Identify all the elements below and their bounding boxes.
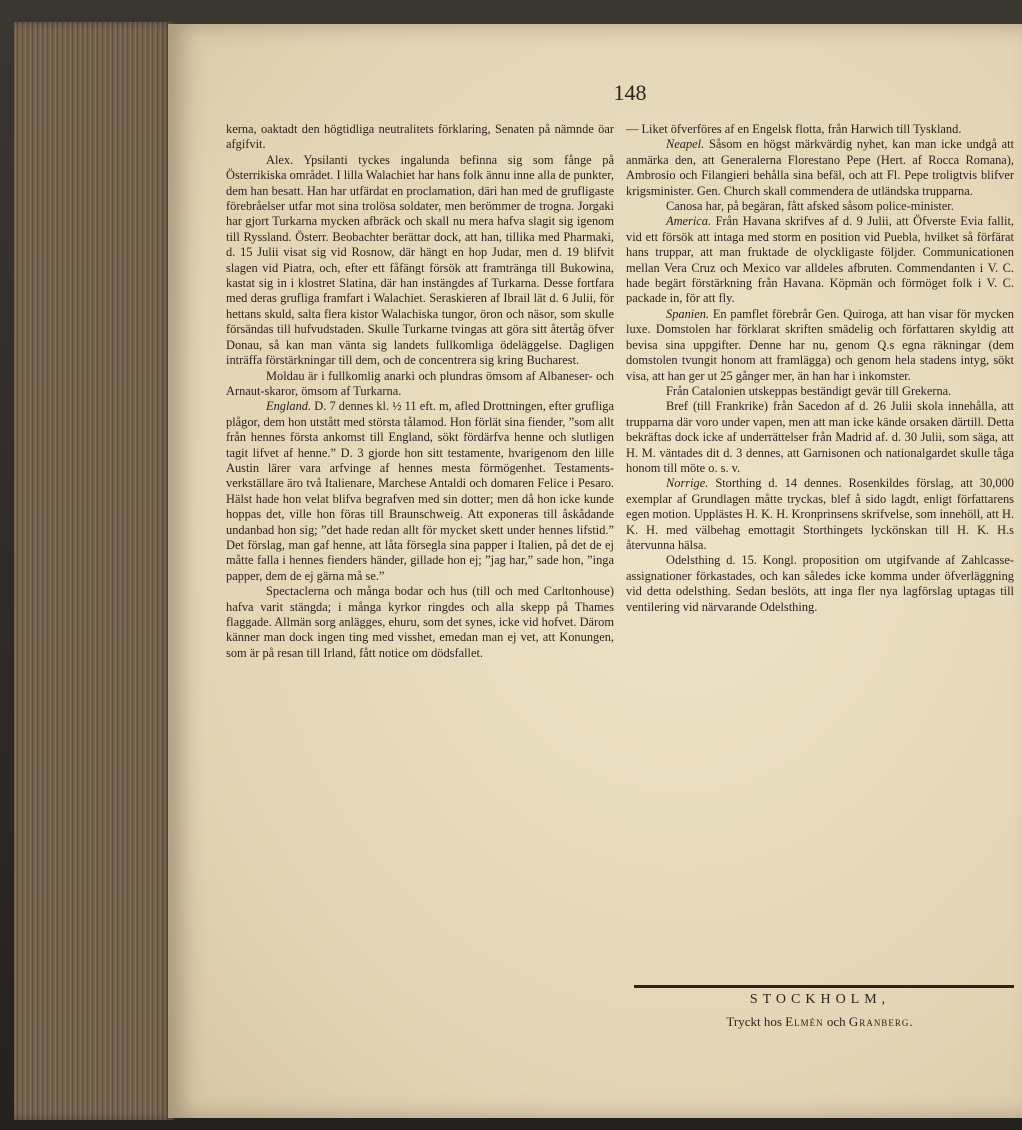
- paragraph-text: D. 7 dennes kl. ½ 11 eft. m, afled Drottningen, efter grufliga plågor, dem hon utstått med största tålamod. Hon förlät sina fiender, ”som allt från hennes första ankomst till England, sökt fördärfva henne och slutligen tagit lifvet af henne.” D. 3 gjorde hon sitt testamente, hvarigenom den lille Austin lärer vara arfvinge af hennes mesta förmögenhet. Testaments-verkställare äro två Italienare, Marchese Antaldi och domaren Felice i Pesaro. Hälst hade hon velat blifva begrafven med sin dotter; men då hon icke kunde hoppas det, ville hon föras till Braunschweig. Att exponeras till åskådande undanbad hon sig; ”det hade redan allt för mycket skett under hennes lifstid.” Det förslag, man gaf henne, att låta försegla sina papper i Italien, på det de ej måtte falla i hennes fienders händer, gillade hon ej; ”jag har,” sade hon, ”inga papper, dem de ej gärna må se.”: [226, 399, 614, 583]
- article-paragraph: [626, 137, 1014, 199]
- imprint-printer: [626, 1014, 1014, 1030]
- article-paragraph: [626, 553, 1014, 615]
- right-column: [626, 122, 1014, 615]
- article-paragraph: [626, 399, 1014, 476]
- section-heading-england: England.: [266, 399, 312, 414]
- article-paragraph: [226, 153, 614, 369]
- paragraph-text: En pamflet förebrår Gen. Quiroga, att han visar för mycken luxe. Domstolen har förklarat skriften smädelig och författaren skyldig att bevisa sina uppgifter. Denne har nu, genom Q.s egna räkningar (dem domstolen tvungit honom att framlägga) och genom hela stadens intyg, sökt visa, att han ger ut 25 gånger mer, än han har i inkomster.: [626, 306, 1014, 383]
- imprint-divider: [634, 985, 1014, 988]
- article-paragraph: [626, 307, 1014, 384]
- book-page-edges: [14, 22, 174, 1120]
- printer-name-2: Granberg.: [848, 1014, 914, 1029]
- paragraph-text: — Liket öfverföres af en Engelsk flotta, från Harwich till Tyskland.: [626, 122, 962, 136]
- article-paragraph: [226, 399, 614, 584]
- article-paragraph: [626, 384, 1014, 399]
- paragraph-text: Såsom en högst märkvärdig nyhet, kan man icke undgå att anmärka den, att Generalerna Florestano Pepe (Hert. af Rocca Romana), Ambrosio och Filangieri behålla sina befäl, och att Fl. Pepe troligtvis blifver krigsminister. Gen. Church skall commendera de utländska trupparna.: [626, 137, 1014, 198]
- paragraph-text: Spectaclerna och många bodar och hus (till och med Carltonhouse) hafva varit stängda; i många kyrkor ringdes och alla skepp på Thames flaggade. Allmän sorg anlägges, ehuru, som det synes, icke vid hofvet. Därom känner man dock ingen ting med visshet, emedan man ej vet, att Konungen, som är på resan till Irland, fått notice om dödsfallet.: [226, 584, 614, 660]
- printer-join: och: [826, 1014, 846, 1029]
- paragraph-text: kerna, oaktadt den högtidliga neutralitets förklaring, Senaten på nämnde öar afgifvit.: [226, 122, 614, 152]
- printer-name-1: Elmén: [785, 1014, 824, 1029]
- section-heading-neapel: Neapel.: [666, 137, 705, 152]
- paragraph-text: Bref (till Frankrike) från Sacedon af d. 26 Julii skola innehålla, att trupparna där voro under vapen, men att man icke kände orsaken därtill. Detta bekräftas dock icke af underrättelser från Madrid af. d. 30 Julii, som säga, att H. M. väntades dit d. 3 dennes, att Garnisonen och nationalgardet skulle tåga honom till möte o. s. v.: [626, 399, 1014, 475]
- article-paragraph: [226, 122, 614, 153]
- printer-prefix: Tryckt hos: [726, 1014, 782, 1029]
- paragraph-text: Moldau är i fullkomlig anarki och plundras ömsom af Albaneser- och Arnaut-skaror, ömsom af Turkarna.: [226, 368, 614, 398]
- article-paragraph: [226, 584, 614, 661]
- imprint-city: STOCKHOLM,: [749, 992, 891, 1007]
- article-paragraph: [626, 214, 1014, 306]
- section-heading-spanien: Spanien.: [666, 306, 710, 321]
- paragraph-text: Från Catalonien utskeppas beständigt gevär till Grekerna.: [666, 383, 952, 398]
- paragraph-text: Storthing d. 14 dennes. Rosenkildes förslag, att 30,000 exemplar af Grundlagen måtte tryckas, blef å sido lagdt, enligt författarens egen motion. Upplästes H. K. H. Kronprinsens skrifvelse, som innehöll, att H. K. H. med välbehag emottagit Storthingets lyckönskan till H. K. H.s återvunna hälsa.: [626, 476, 1014, 552]
- article-paragraph: [226, 369, 614, 400]
- paragraph-text: Från Havana skrifves af d. 9 Julii, att Öfverste Evia fallit, vid ett försök att intaga med storm en position vid Puebla, hvilket så förfärat hans truppar, att man fruktade de olyckligaste följder. Communicationen mellan Vera Cruz och Mexico var alldeles afbruten. Commendanten i V. C. hade begärt förstärkning från Havana. Köpmän och förmöget folk i V. C. packade in, för att fly.: [626, 214, 1014, 306]
- paragraph-text: Canosa har, på begäran, fått afsked såsom police-minister.: [666, 199, 954, 214]
- section-heading-america: America.: [666, 214, 712, 229]
- page-number: 148: [613, 80, 647, 105]
- paragraph-text: Alex. Ypsilanti tyckes ingalunda befinna sig som fånge på Österrikiska området. I lilla Walachiet har hans folk ännu inne alla de punkter, dem han besatt. Han har utfärdat en proclamation, däri han med de grufligaste förebråelser utfar mot sina trolösa soldater, men berömmer de trogna. Jorgaki har gjort Turkarna mycken afbräck och skall nu mera hafva slagit sig igenom till Ryssland. Österr. Beobachter berättar dock, att han, tillika med Pharmaki, d. 15 Julii visat sig vid Rosnow, där hängt en hop Judar, men d. 19 blifvit slagen vid Piatra, och, efter ett fåfängt försök att framtränga till Bukowina, kastat sig in i klostret Slatina, där han instängdes af Turkarna. Desse fortfara med deras grufliga framfart i Walachiet. Seraskieren af Ibrail lät d. 6 Julii, för hettans skuld, salta flera kistor Walachiska tungor, öron och näsor, som skulle försändas till hufvudstaden. Skulle Turkarne tvingas att göra sitt återtåg öfver Donau, så kan man vänta sig landets fullkomliga ödeläggelse. Dagligen inträffa förstärkningar till dem, och de concentrera sig kring Bucharest.: [226, 152, 614, 368]
- section-heading-norrige: Norrige.: [666, 476, 709, 491]
- article-paragraph: [626, 199, 1014, 214]
- article-paragraph: [626, 476, 1014, 553]
- paragraph-text: Odelsthing d. 15. Kongl. proposition om utgifvande af Zahlcasse-assignationer förkastades, och kan således icke komma under öfverläggning vid detta odelsthing. Sedan beslöts, att inga fler nya lagförslag uptagas till ventilering vid närvarande Odelsthing.: [626, 553, 1014, 614]
- article-paragraph: [626, 122, 1014, 137]
- left-column: [226, 122, 614, 661]
